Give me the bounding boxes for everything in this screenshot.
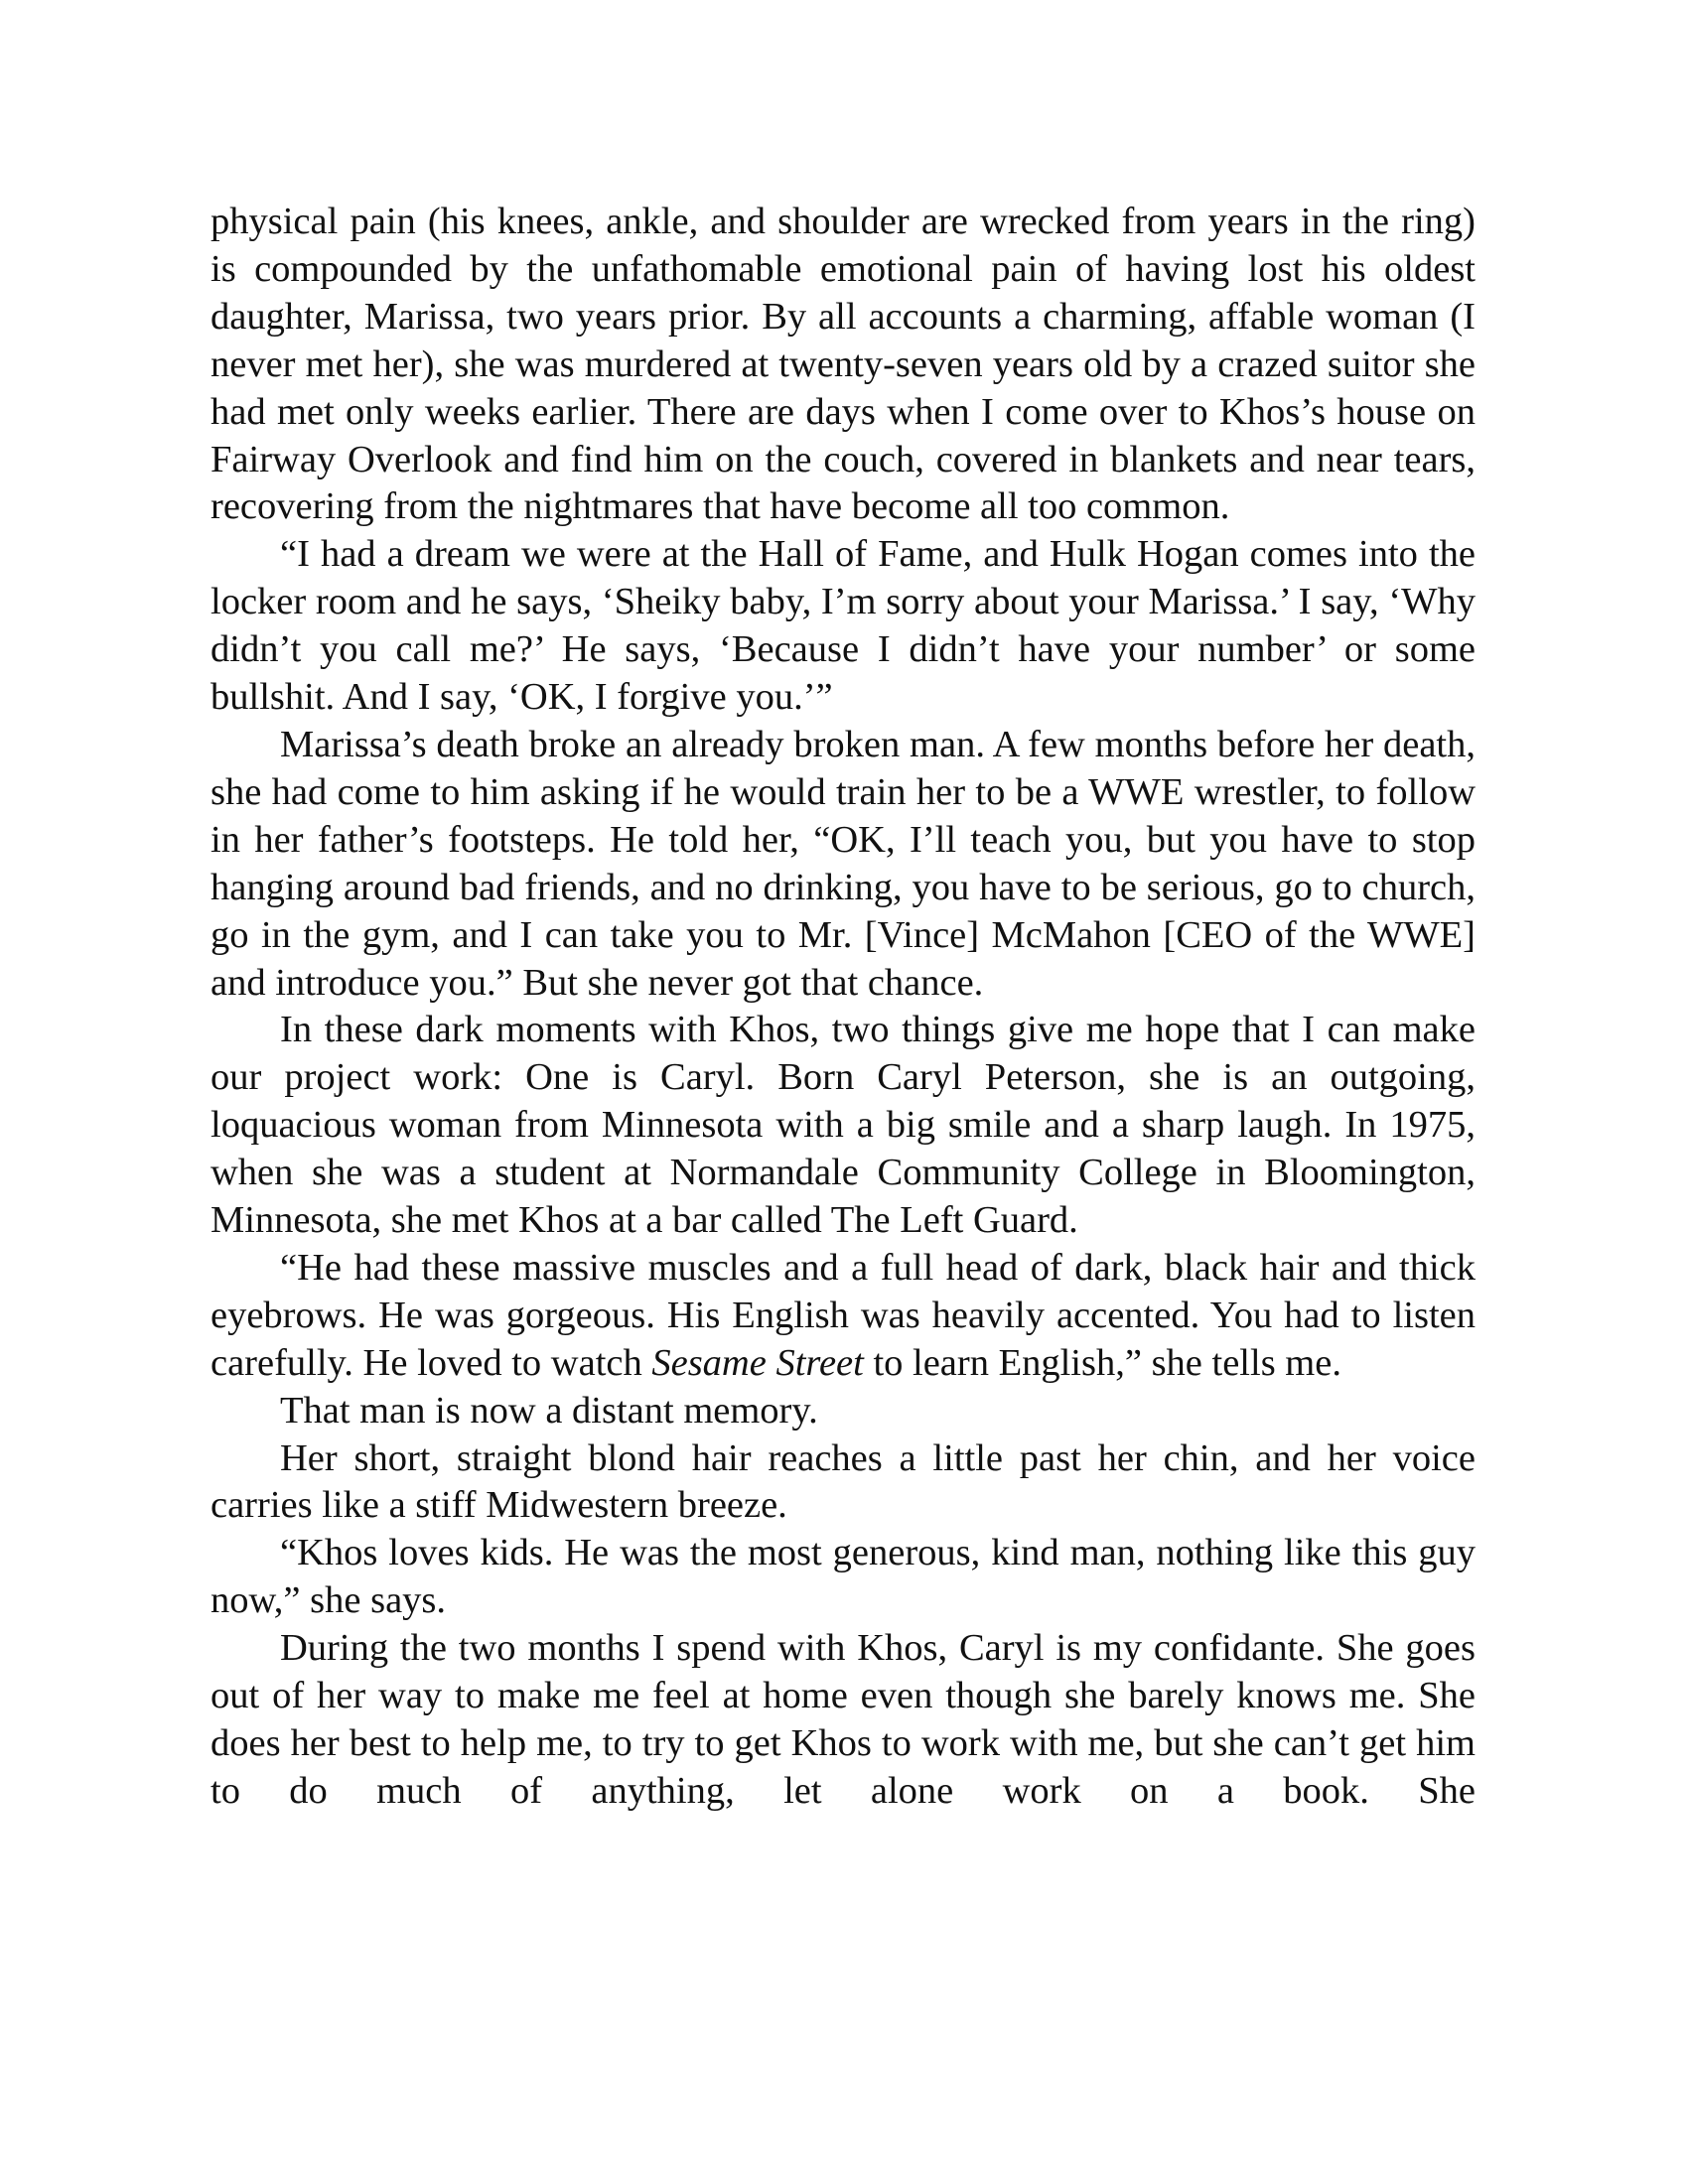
paragraph-5: [211, 1245, 1476, 1388]
paragraph-9: During the two months I spend with Khos, Caryl is my confidante. She goes out of her way to make me feel at home even though she barely knows me. She does her best to help me, to try to get Khos to work with me, but she can’t get him to do much of anything, let alone work on a book. She: [211, 1627, 1476, 1812]
paragraph-4: In these dark moments with Khos, two things give me hope that I can make our project work: One is Caryl. Born Caryl Peterson, she is an outgoing, loquacious woman from Minnesota with a big smile and a sharp laugh. In 1975, when she was a student at Normandale Community College in Bloomington, Minnesota, she met Khos at a bar called The Left Guard.: [211, 1009, 1476, 1242]
paragraph-2: “I had a dream we were at the Hall of Fame, and Hulk Hogan comes into the locker room and he says, ‘Sheiky baby, I’m sorry about your Marissa.’ I say, ‘Why didn’t you call me?’ He says, ‘Because I didn’t have your number’ or some bullshit. And I say, ‘OK, I forgive you.’”: [211, 533, 1476, 719]
book-page-body: [211, 199, 1476, 1816]
paragraph-3: Marissa’s death broke an already broken man. A few months before her death, she had come to him asking if he would train her to be a WWE wrestler, to follow in her father’s footsteps. He told her, “OK, I’ll teach you, but you have to stop hanging around bad friends, and no drinking, you have to be serious, go to church, go in the gym, and I can take you to Mr. [Vince] McMahon [CEO of the WWE] and introduce you.” But she never got that chance.: [211, 723, 1476, 1004]
paragraph-6: That man is now a distant memory.: [280, 1389, 818, 1432]
paragraph-5-text-after: to learn English,” she tells me.: [863, 1341, 1341, 1384]
paragraph-5-text-before: “He had these massive muscles and a full head of dark, black hair and thick eyebrows. He was gorgeous. His English was heavily accented. You had to listen carefully. He loved to watch: [211, 1246, 1476, 1384]
paragraph-5-italic-title: Sesame Street: [651, 1341, 864, 1384]
paragraph-7: Her short, straight blond hair reaches a little past her chin, and her voice carries like a stiff Midwestern breeze.: [211, 1436, 1476, 1527]
paragraph-8: “Khos loves kids. He was the most generous, kind man, nothing like this guy now,” she says.: [211, 1532, 1476, 1622]
paragraph-1: physical pain (his knees, ankle, and shoulder are wrecked from years in the ring) is compounded by the unfathomable emotional pain of having lost his oldest daughter, Marissa, two years prior. By all accounts a charming, affable woman (I never met her), she was murdered at twenty-seven years old by a crazed suitor she had met only weeks earlier. There are days when I come over to Khos’s house on Fairway Overlook and find him on the couch, covered in blankets and near tears, recovering from the nightmares that have become all too common.: [211, 201, 1476, 528]
